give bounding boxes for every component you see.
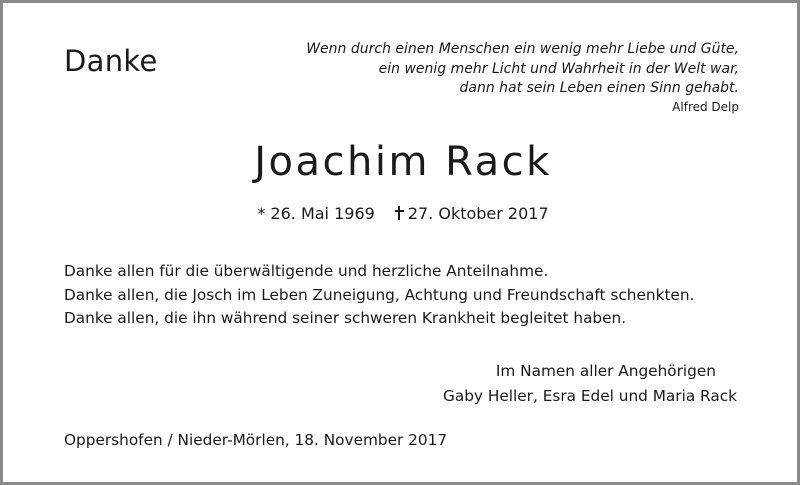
quote-line: Wenn durch einen Menschen ein wenig mehr Liebe und Güte, [306,41,739,57]
thanks-text [64,260,694,331]
quote-block [306,40,739,116]
notice-heading: Danke [64,44,158,78]
quote-line: ein wenig mehr Licht und Wahrheit in der Welt war, [378,60,739,77]
place-and-date: Oppershofen / Nieder-Mörlen, 18. November 2017 [64,431,448,449]
thanks-line: Danke allen für die überwältigende und herzliche Anteilnahme. [64,262,549,280]
quote-author: Alfred Delp [672,99,739,114]
life-dates [3,203,800,225]
signature-intro: Im Namen aller Angehörigen [495,362,716,380]
quote-line: dann hat sein Leben einen Sinn gehabt. [459,80,739,97]
birth-date: * 26. Mai 1969 [257,204,375,223]
thanks-line: Danke allen, die ihn während seiner schweren Krankheit begleitet haben. [64,309,627,327]
signature-names: Gaby Heller, Esra Edel und Maria Rack [443,387,737,405]
thanks-line: Danke allen, die Josch im Leben Zuneigung, Achtung und Freundschaft schenkten. [64,285,695,304]
cross-icon [395,206,404,220]
signature-block [443,359,737,409]
death-date: 27. Oktober 2017 [407,204,549,223]
deceased-name: Joachim Rack [254,139,552,185]
